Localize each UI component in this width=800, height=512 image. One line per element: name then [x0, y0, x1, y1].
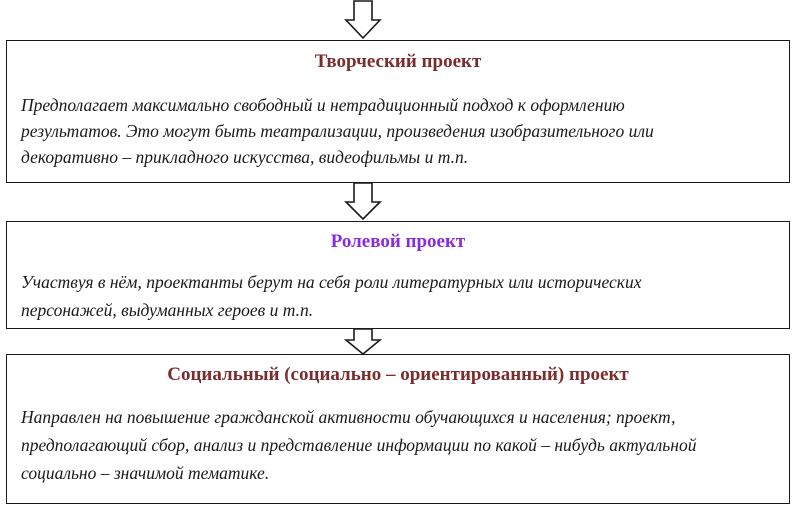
social-project-block: [6, 354, 790, 504]
description-line: социально – значимой тематике.: [21, 463, 270, 483]
down-arrow-icon: [343, 183, 383, 221]
role-project-title: Ролевой проект: [330, 231, 466, 252]
creative-project-description: [7, 92, 789, 170]
description-line: предполагающий сбор, анализ и представление информации по какой – нибудь актуальной: [21, 435, 697, 455]
description-line: декоративно – прикладного искусства, видеофильмы и т.п.: [21, 147, 469, 167]
social-project-title: Социальный (социально – ориентированный) проект: [167, 364, 629, 385]
role-project-block: [6, 221, 790, 329]
role-project-description: [7, 268, 789, 324]
description-line: персонажей, выдуманных героев и т.п.: [21, 300, 314, 320]
down-arrow-icon: [343, 0, 383, 40]
social-project-description: [7, 403, 789, 487]
creative-project-block: [6, 40, 790, 183]
description-line: Предполагает максимально свободный и нетрадиционный подход к оформлению: [21, 95, 625, 115]
description-line: результатов. Это могут быть театрализации, произведения изобразительного или: [21, 121, 654, 141]
description-line: Направлен на повышение гражданской активности обучающихся и населения; проект,: [21, 407, 676, 427]
creative-project-title: Творческий проект: [314, 51, 482, 72]
description-line: Участвуя в нём, проектанты берут на себя роли литературных или исторических: [21, 272, 642, 292]
down-arrow-icon: [343, 329, 383, 355]
